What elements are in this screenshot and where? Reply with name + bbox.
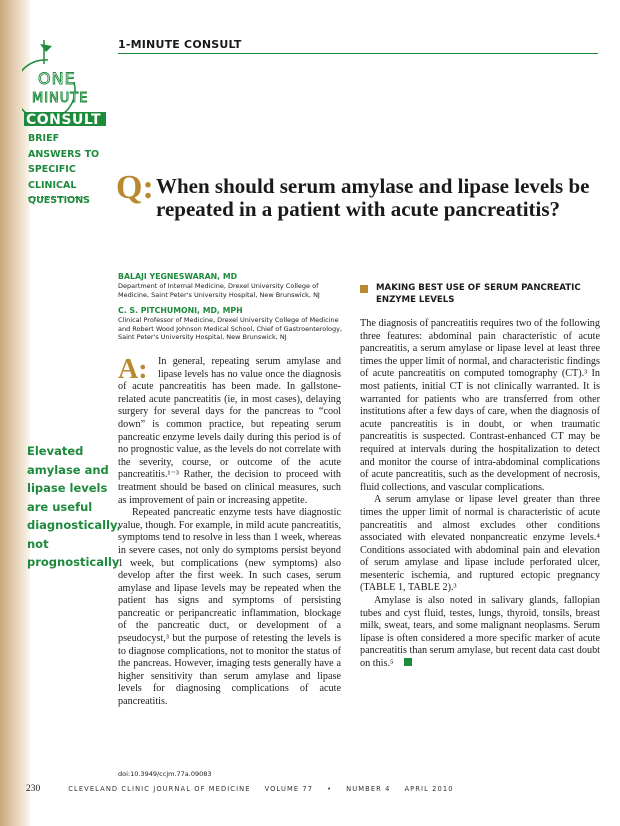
section-paragraph-3-text: Amylase is also noted in salivary glands, fallopian tubes and cyst fluid, testes, lungs, thyroid, tonsils, breast milk, sweat, tears, and some malignant neoplasms. Serum lipase is often considered a more specific marker of acute pancreatitis than serum amylase, but recent data cast doubt on this.⁵: [360, 595, 600, 670]
journal-name: CLEVELAND CLINIC JOURNAL OF MEDICINE: [68, 785, 251, 793]
section-paragraph-2: A serum amylase or lipase level greater than three times the upper limit of normal is characteristic of acute pancreatitis and almost excludes other conditions associated with elevated nonpancreatic enzyme levels.⁴ Conditions associated with abdominal pain and elevation of serum amylase and lipase include perforated ulcer, mesenteric ischemia, and ruptured ectopic pregnancy (TABLE 1, TABLE 2).³: [360, 494, 600, 594]
question-mark-label: Q:: [116, 169, 154, 206]
section-rule: [118, 53, 598, 54]
author-block: [118, 272, 343, 342]
doi: doi:10.3949/ccjm.77a.09083: [118, 770, 212, 778]
logo-text-minute: MINUTE: [32, 91, 89, 106]
issue-date: APRIL 2010: [404, 785, 454, 793]
one-minute-consult-logo: [22, 38, 122, 130]
logo-text-consult: CONSULT: [26, 112, 101, 128]
answer-paragraph-1: In general, repeating serum amylase and lipase levels has no value once the diagnosis of acute pancreatitis has been made. In gallstone-related acute pancreatitis (ie, in most cases), delaying surgery for several days for the pancreas to “cool down” is common practice, but repeating serum pancreatic enzyme levels daily during this period is of no prognostic value, as the levels do not correlate with the severity, course, or outcome of the acute pancreatitis.¹⁻³ Rather, the decision to proceed with treatment should be based on clinical measures, such as improvement of pain or increasing appetite.: [118, 356, 341, 506]
section-label: 1-MINUTE CONSULT: [118, 38, 242, 51]
author-2: [118, 306, 343, 342]
answer-mark-label: A:: [118, 354, 148, 385]
author-name: C. S. PITCHUMONI, MD, MPH: [118, 306, 243, 316]
volume: VOLUME 77: [264, 785, 314, 793]
bullet-separator: •: [327, 785, 333, 793]
brief-rule: [28, 197, 84, 198]
logo-text-one: ONE: [38, 69, 76, 88]
pull-quote: Elevated amylase and lipase levels are useful diagnostically, not prognostically: [27, 444, 121, 569]
issue-number: NUMBER 4: [346, 785, 391, 793]
page-number: 230: [26, 784, 41, 794]
answer-column: [118, 356, 341, 709]
answer-paragraph-2: Repeated pancreatic enzyme tests have diagnostic value, though. For example, in mild acute pancreatitis, symptoms tend to resolve in less than 1 week, whereas in severe cases, not only do symptoms persist beyond 1 week, but complications (new symptoms) also develop after the first week. In such cases, serum amylase and lipase levels may be repeated when the patient has signs and symptoms of persisting pancreatic or peripancreatic inflammation, blockage of the pancreatic duct, or development of a pseudocyst,³ but the purpose of retesting the levels is to diagnose complications, not to monitor the status of the pancreas. However, imaging tests generally have a higher sensitivity than serum amylase and lipase levels for diagnosing complications of acute pancreatitis.: [118, 507, 341, 708]
section-paragraph-1: The diagnosis of pancreatitis requires two of the following three features: abdominal pain characteristic of acute pancreatitis, a serum amylase or lipase level at least three times the upper limit of normal, and characteristic findings of acute pancreatitis on computed tomography (CT).³ In most patients, initial CT is not clinically warranted. It is warranted for patients who are transferred from other institutions after a few days of care, when the diagnosis of acute pancreatitis is in doubt, or when traumatic pancreatitis is suspected. Contrast-enhanced CT may be required at intervals during the hospitalization to detect and monitor the course of intra-abdominal complications of acute pancreatitis, such as the development of necrosis, fluid collections, and vascular complications.: [360, 318, 600, 493]
section-heading: [360, 283, 600, 306]
section-paragraph-3: [360, 595, 600, 671]
section-title: MAKING BEST USE OF SERUM PANCREATIC ENZYME LEVELS: [376, 283, 581, 305]
page-footer: [26, 784, 454, 794]
author-name: BALAJI YEGNESWARAN, MD: [118, 272, 238, 281]
question-title: When should serum amylase and lipase levels be repeated in a patient with acute pancreatitis?: [156, 174, 590, 221]
end-mark-icon: [404, 658, 412, 666]
section-column: [360, 318, 600, 671]
author-affiliation: Department of Internal Medicine, Drexel University College of Medicine, Saint Peter's University Hospital, New Brunswick, NJ: [118, 282, 320, 299]
author-1: [118, 272, 343, 299]
section-bullet-icon: [360, 285, 368, 293]
author-affiliation: Clinical Professor of Medicine, Drexel University College of Medicine and Robert Wood Johnson Medical School, Chief of Gastroenterology, Saint Peter's University Hospital, New Brunswick, NJ: [118, 316, 343, 342]
sidebar-brief-answers: BRIEF ANSWERS TO SPECIFIC CLINICAL QUESTIONS: [28, 133, 100, 206]
